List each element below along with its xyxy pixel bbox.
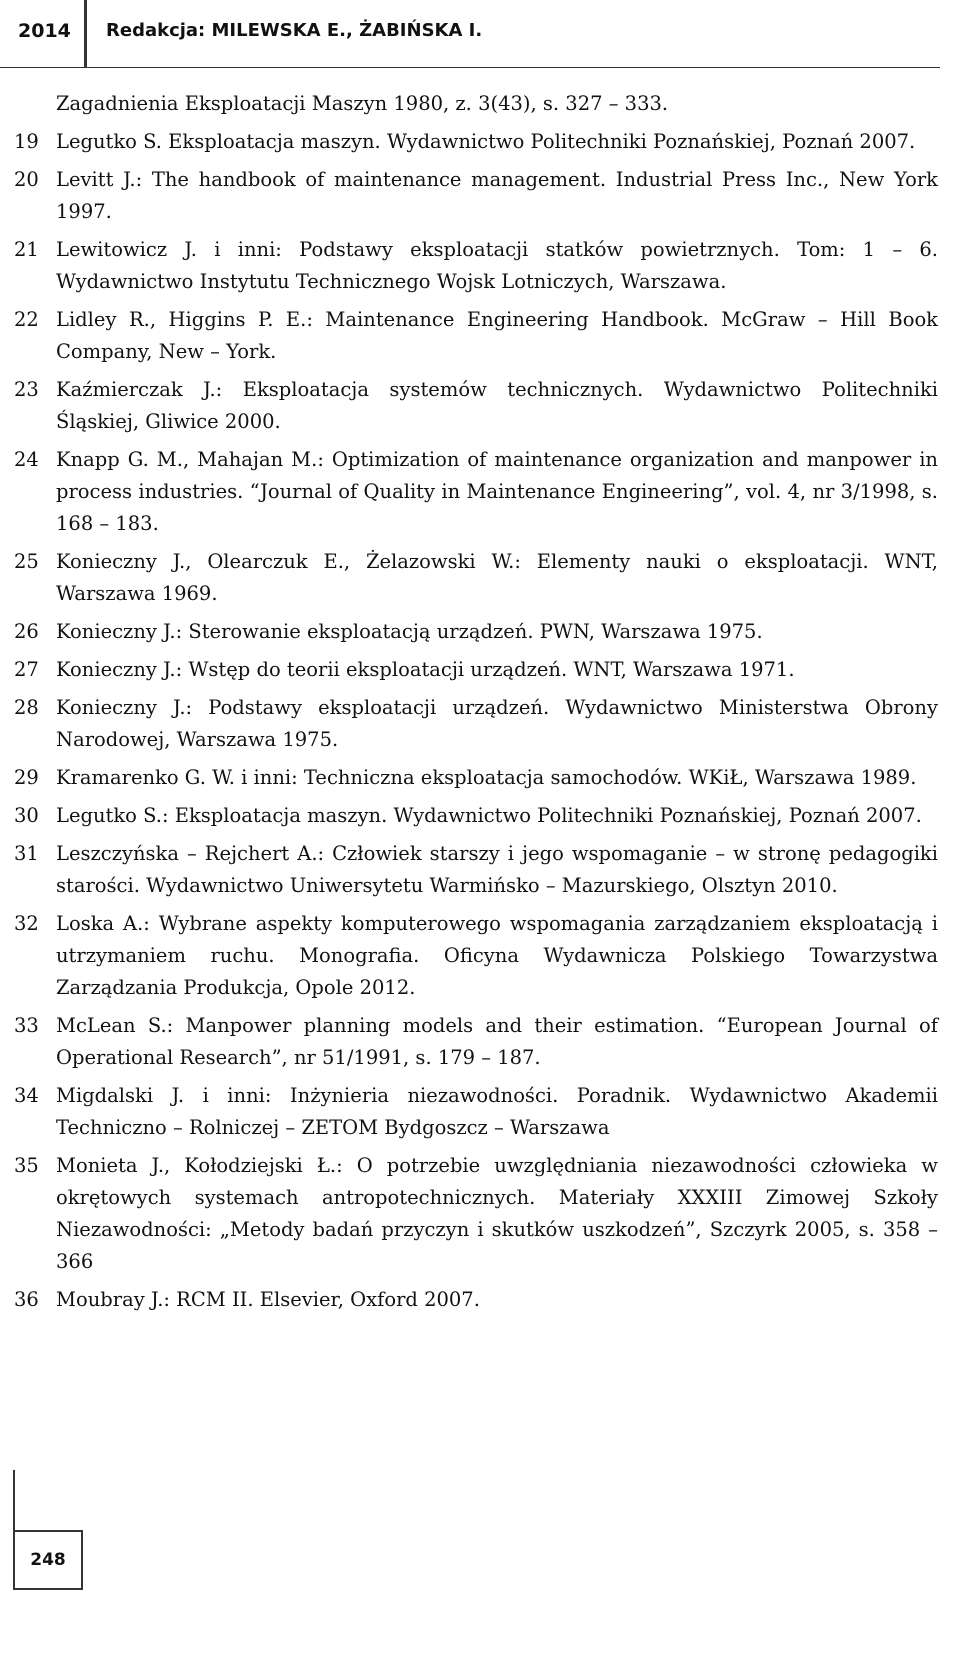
reference-number: 22	[14, 308, 39, 331]
reference-entry	[14, 1010, 944, 1074]
reference-text: Leszczyńska – Rejchert A.: Człowiek starszy i jego wspomaganie – w stronę pedagogiki starości. Wydawnictwo Uniwersytetu Warmińsko – Mazurskiego, Olsztyn 2010.	[56, 842, 938, 897]
reference-number: 27	[14, 658, 39, 681]
reference-text: Konieczny J.: Podstawy eksploatacji urządzeń. Wydawnictwo Ministerstwa Obrony Narodowej, Warszawa 1975.	[56, 696, 938, 751]
page-number-box	[13, 1530, 83, 1590]
reference-entry	[14, 908, 944, 1004]
reference-text: Konieczny J., Olearczuk E., Żelazowski W.: Elementy nauki o eksploatacji. WNT, Warszawa 1969.	[56, 550, 938, 605]
reference-entry	[14, 88, 944, 120]
reference-number: 20	[14, 168, 39, 191]
reference-text: Lewitowicz J. i inni: Podstawy eksploatacji statków powietrznych. Tom: 1 – 6. Wydawnictwo Instytutu Technicznego Wojsk Lotniczych, Warszawa.	[56, 238, 938, 293]
header-rule	[0, 67, 940, 68]
reference-number: 29	[14, 766, 39, 789]
reference-entry	[14, 126, 944, 158]
reference-text: Loska A.: Wybrane aspekty komputerowego wspomagania zarządzaniem eksploatacją i utrzymaniem ruchu. Monografia. Oficyna Wydawnicza Polskiego Towarzystwa Zarządzania Produkcja, Opole 2012.	[56, 912, 938, 999]
page-header	[0, 0, 960, 70]
reference-entry	[14, 304, 944, 368]
reference-entry	[14, 800, 944, 832]
reference-text: Monieta J., Kołodziejski Ł.: O potrzebie uwzględniania niezawodności człowieka w okrętowych systemach antropotechnicznych. Materiały XXXIII Zimowej Szkoły Niezawodności: „Metody badań przyczyn i skutków uszkodzeń”, Szczyrk 2005, s. 358 – 366	[56, 1154, 938, 1273]
reference-entry	[14, 234, 944, 298]
reference-entry	[14, 616, 944, 648]
reference-number: 31	[14, 842, 39, 865]
reference-number: 28	[14, 696, 39, 719]
header-editors: Redakcja: MILEWSKA E., ŻABIŃSKA I.	[106, 20, 483, 41]
reference-text: McLean S.: Manpower planning models and their estimation. “European Journal of Operational Research”, nr 51/1991, s. 179 – 187.	[56, 1014, 938, 1069]
reference-number: 30	[14, 804, 39, 827]
reference-text: Legutko S.: Eksploatacja maszyn. Wydawnictwo Politechniki Poznańskiej, Poznań 2007.	[56, 804, 922, 827]
reference-number: 33	[14, 1014, 39, 1037]
reference-list	[14, 88, 944, 1316]
reference-number: 25	[14, 550, 39, 573]
reference-text: Migdalski J. i inni: Inżynieria niezawodności. Poradnik. Wydawnictwo Akademii Techniczno – Rolniczej – ZETOM Bydgoszcz – Warszawa	[56, 1084, 938, 1139]
reference-text: Legutko S. Eksploatacja maszyn. Wydawnictwo Politechniki Poznańskiej, Poznań 2007.	[56, 130, 916, 153]
reference-number	[14, 88, 56, 120]
reference-number: 32	[14, 912, 39, 935]
reference-entry	[14, 374, 944, 438]
reference-number: 21	[14, 238, 39, 261]
reference-number: 26	[14, 620, 39, 643]
page-number: 248	[30, 1550, 66, 1570]
reference-number: 35	[14, 1154, 39, 1177]
reference-text: Kaźmierczak J.: Eksploatacja systemów technicznych. Wydawnictwo Politechniki Śląskiej, Gliwice 2000.	[56, 378, 938, 433]
reference-entry	[14, 692, 944, 756]
header-year: 2014	[18, 20, 71, 42]
reference-entry	[14, 546, 944, 610]
reference-entry	[14, 1284, 944, 1316]
reference-entry	[14, 1150, 944, 1278]
header-divider-vertical	[84, 0, 87, 68]
reference-entry	[14, 164, 944, 228]
reference-text: Konieczny J.: Wstęp do teorii eksploatacji urządzeń. WNT, Warszawa 1971.	[56, 658, 795, 681]
reference-text: Zagadnienia Eksploatacji Maszyn 1980, z. 3(43), s. 327 – 333.	[56, 92, 669, 115]
reference-number: 23	[14, 378, 39, 401]
reference-number: 24	[14, 448, 39, 471]
reference-text: Kramarenko G. W. i inni: Techniczna eksploatacja samochodów. WKiŁ, Warszawa 1989.	[56, 766, 917, 789]
reference-entry	[14, 762, 944, 794]
reference-text: Konieczny J.: Sterowanie eksploatacją urządzeń. PWN, Warszawa 1975.	[56, 620, 763, 643]
reference-entry	[14, 838, 944, 902]
reference-text: Knapp G. M., Mahajan M.: Optimization of maintenance organization and manpower in process industries. “Journal of Quality in Maintenance Engineering”, vol. 4, nr 3/1998, s. 168 – 183.	[56, 448, 938, 535]
reference-text: Moubray J.: RCM II. Elsevier, Oxford 2007.	[56, 1288, 480, 1311]
reference-number: 19	[14, 130, 39, 153]
reference-text: Levitt J.: The handbook of maintenance management. Industrial Press Inc., New York 1997.	[56, 168, 938, 223]
reference-entry	[14, 1080, 944, 1144]
footer-divider-vertical	[13, 1470, 15, 1530]
reference-entry	[14, 444, 944, 540]
reference-number: 36	[14, 1288, 39, 1311]
reference-text: Lidley R., Higgins P. E.: Maintenance Engineering Handbook. McGraw – Hill Book Company, New – York.	[56, 308, 938, 363]
reference-number: 34	[14, 1084, 39, 1107]
reference-entry	[14, 654, 944, 686]
